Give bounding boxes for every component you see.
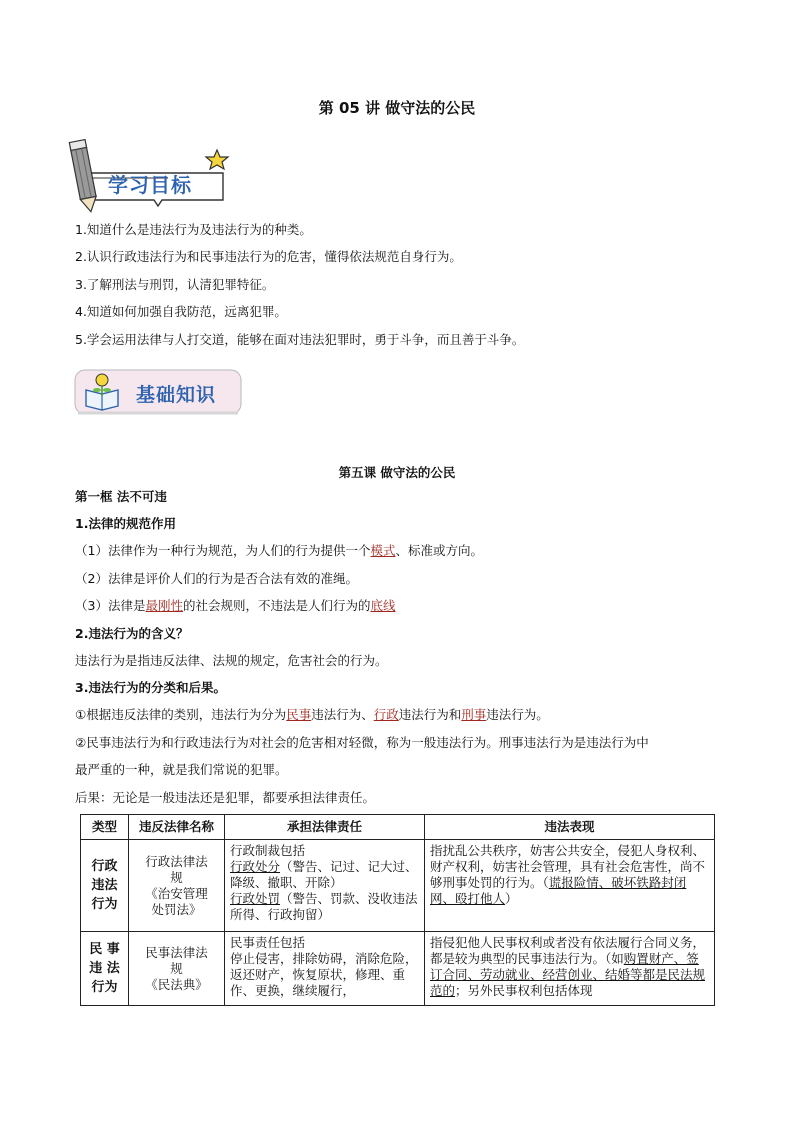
severity-text: 最严重的一种，就是我们常说的犯罪。 <box>75 762 288 777</box>
basic-knowledge-label: 基础知识 <box>136 384 217 406</box>
goal-item: 2.认识行政违法行为和民事违法行为的危害，懂得依法规范自身行为。 <box>75 249 462 264</box>
violation-table <box>80 814 715 1006</box>
row-law: 行政法律法 规 《治安管理 处罚法》 <box>129 840 225 932</box>
row-law: 民事法律法 规 《民法典》 <box>129 932 225 1006</box>
keyword: 刑事 <box>461 707 487 722</box>
header-liability: 承担法律责任 <box>225 815 425 840</box>
row-performance: 指扰乱公共秩序，妨害公共安全，侵犯人身权利、财产权利，妨害社会管理，具有社会危害性，尚不够刑事处罚的行为。（谎报险情、破坏铁路封闭网、殴打他人） <box>425 840 715 932</box>
goal-item: 5.学会运用法律与人打交道，能够在面对违法犯罪时，勇于斗争，而且善于斗争。 <box>75 332 525 347</box>
keyword: 底线 <box>370 598 396 613</box>
goal-item: 4.知道如何加强自我防范，远离犯罪。 <box>75 304 287 319</box>
lesson-heading: 第五课 做守法的公民 <box>338 465 456 480</box>
section-title: 3.违法行为的分类和后果。 <box>75 680 226 695</box>
keyword: 行政 <box>373 707 399 722</box>
header-performance: 违法表现 <box>425 815 715 840</box>
keyword: 模式 <box>370 543 396 558</box>
keyword: 民事 <box>286 707 312 722</box>
header-law: 违反法律名称 <box>129 815 225 840</box>
norm-role-3: （3）法律是最刚性的社会规则，不违法是人们行为的底线 <box>75 598 396 613</box>
keyword: 最刚性 <box>145 598 183 613</box>
row-liability: 行政制裁包括 行政处分（警告、记过、记大过、降级、撤职、开除） 行政处罚（警告、罚款、没收违法所得、行政拘留） <box>225 840 425 932</box>
learning-goals-banner <box>68 136 233 214</box>
header-type: 类型 <box>81 815 129 840</box>
row-type: 民 事 违 法 行为 <box>81 932 129 1006</box>
norm-role-2: （2）法律是评价人们的行为是否合法有效的准绳。 <box>75 571 358 586</box>
learning-goals-label: 学习目标 <box>108 173 192 197</box>
frame-heading: 第一框 法不可违 <box>75 489 167 504</box>
table-header-row <box>81 815 715 840</box>
goal-item: 3.了解刑法与刑罚，认清犯罪特征。 <box>75 277 275 292</box>
table-row <box>81 932 715 1006</box>
row-performance: 指侵犯他人民事权利或者没有依法履行合同义务，都是较为典型的民事违法行为。（如购置财产、签订合同、劳动就业、经营创业、结婚等都是民法规范的；另外民事权利包括体现 <box>425 932 715 1006</box>
severity-text: ②民事违法行为和行政违法行为对社会的危害相对轻微，称为一般违法行为。刑事违法行为是违法行为中 <box>75 735 649 750</box>
basic-knowledge-banner <box>72 366 244 418</box>
goal-item: 1.知道什么是违法行为及违法行为的种类。 <box>75 222 312 237</box>
classification-text: ①根据违反法律的类别，违法行为分为民事违法行为、行政违法行为和刑事违法行为。 <box>75 707 549 722</box>
table-row <box>81 840 715 932</box>
section-title: 2.违法行为的含义？ <box>75 626 189 641</box>
norm-role-1: （1）法律作为一种行为规范，为人们的行为提供一个模式、标准或方向。 <box>75 543 483 558</box>
section-title: 1.法律的规范作用 <box>75 516 176 531</box>
consequence-text: 后果：无论是一般违法还是犯罪，都要承担法律责任。 <box>75 790 376 805</box>
page-title: 第 05 讲 做守法的公民 <box>318 99 476 117</box>
row-type: 行政 违法 行为 <box>81 840 129 932</box>
definition-text: 违法行为是指违反法律、法规的规定，危害社会的行为。 <box>75 653 388 668</box>
row-liability: 民事责任包括 停止侵害，排除妨碍，消除危险，返还财产，恢复原状，修理、重作、更换，继续履行， <box>225 932 425 1006</box>
